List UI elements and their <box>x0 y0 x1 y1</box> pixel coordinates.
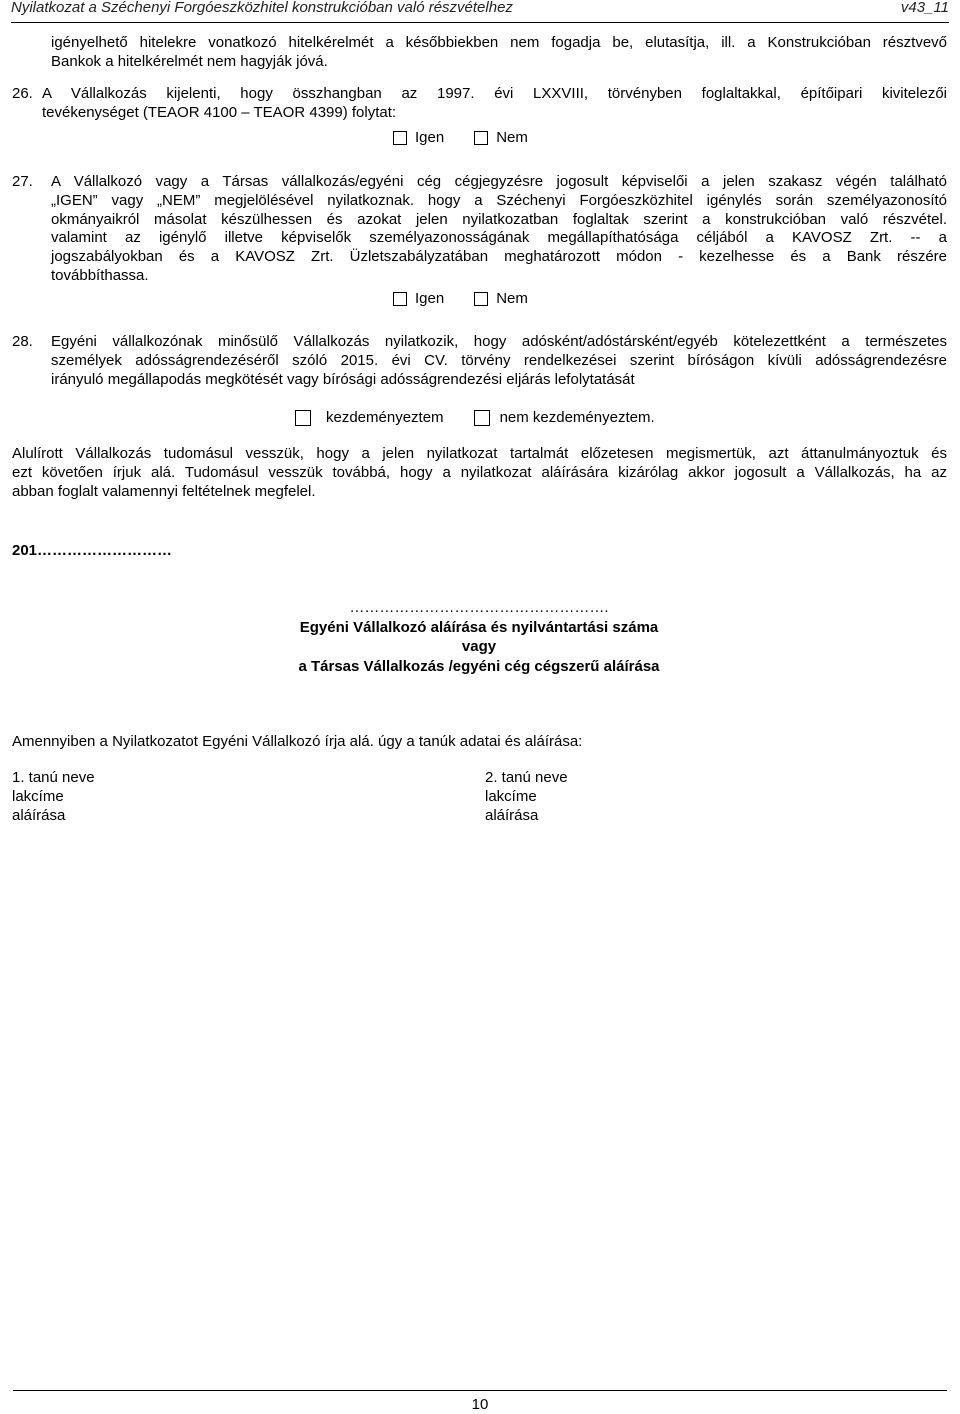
item-27-options <box>393 290 528 307</box>
witness-1-block <box>12 768 95 825</box>
page-number: 10 <box>471 1396 489 1413</box>
witness-1-name-label: 1. tanú neve <box>12 769 95 786</box>
item-26-text <box>42 85 947 123</box>
item-27-no-label: Nem <box>496 290 528 307</box>
item-26-no-label: Nem <box>496 129 528 146</box>
item-28-not-initiated-checkbox[interactable] <box>474 410 490 426</box>
continuation-line-1: igényelhető hitelekre vonatkozó hitelkérelmét a későbbiekben nem fogadja be, elutasítja, ill. a Konstrukcióban résztvevő <box>51 34 947 51</box>
page-header <box>11 0 949 23</box>
signature-block <box>279 598 679 676</box>
signature-dots: ……………………………………………. <box>349 599 609 616</box>
document-version: v43_11 <box>900 0 949 16</box>
item-26-yes-checkbox[interactable] <box>393 131 407 145</box>
witness-2-block <box>485 768 568 825</box>
declaration-paragraph <box>12 445 947 501</box>
declaration-line-1: Alulírott Vállalkozás tudomásul vesszük, hogy a jelen nyilatkozat tartalmát előzetesen megismertük, azt áttanulmányoztuk és <box>12 445 947 462</box>
item-27-no-checkbox[interactable] <box>474 292 488 306</box>
continuation-paragraph <box>51 34 947 72</box>
declaration-line-3: abban foglalt valamennyi feltételnek megfelel. <box>12 482 316 500</box>
signature-line-1: Egyéni Vállalkozó aláírása és nyilvántartási száma <box>299 618 659 636</box>
item-28-line-3: irányuló megállapodás megkötését vagy bírósági adósságrendezési eljárás lefolytatását <box>51 370 635 388</box>
item-27-text <box>51 173 947 286</box>
item-27-line-6: továbbíthassa. <box>51 266 149 284</box>
item-26-line-2: tevékenységet (TEAOR 4100 – TEAOR 4399) folytat: <box>42 103 397 121</box>
witness-1-signature-label: aláírása <box>12 807 66 824</box>
item-27-line-5: jogszabályokban és a KAVOSZ Zrt. Üzletszabályzatában meghatározott módon - kezelhesse és a Bank részére <box>51 248 947 266</box>
signature-line-3: a Társas Vállalkozás /egyéni cég cégszerű aláírása <box>298 657 660 675</box>
date-line: 201……………………… <box>12 542 173 559</box>
item-28-initiated-checkbox[interactable] <box>295 410 311 426</box>
witness-2-address-label: lakcíme <box>485 788 537 805</box>
signature-line-2: vagy <box>461 638 497 655</box>
item-27-line-4: valamint az igénylő illetve képviselők személyazonosságának megállapíthatósága céljából a KAVOSZ Zrt. -- a <box>51 229 947 247</box>
item-27-line-2: „IGEN” vagy „NEM” megjelölésével nyilatkoznak. hogy a Széchenyi Forgóeszközhitel igénylés során személyazonosító <box>51 191 947 209</box>
item-27-number: 27. <box>12 173 33 190</box>
item-27-yes-checkbox[interactable] <box>393 292 407 306</box>
item-28-options <box>295 409 655 426</box>
item-27-line-1: A Vállalkozó vagy a Társas vállalkozás/egyéni cég cégjegyzésre jogosult képviselői a jelen szakasz végén található <box>51 173 947 190</box>
item-28-initiated-label: kezdeményeztem <box>326 409 444 426</box>
item-26-options <box>393 129 528 146</box>
witness-intro: Amennyiben a Nyilatkozatot Egyéni Vállalkozó írja alá. úgy a tanúk adatai és aláírása: <box>12 733 583 750</box>
continuation-line-2: Bankok a hitelkérelmét nem hagyják jóvá. <box>51 52 328 70</box>
item-27-yes-label: Igen <box>415 290 445 307</box>
item-28-line-2: személyek adósságrendezéséről szóló 2015. évi CV. törvény rendelkezései szerint bíróságon kívüli adósságrendezésre <box>51 351 947 369</box>
item-28-not-initiated-label: nem kezdeményeztem. <box>499 409 655 426</box>
item-26-no-checkbox[interactable] <box>474 131 488 145</box>
item-27-line-3: okmányaikról másolat készülhessen és azokat jelen nyilatkozatban foglaltak szerint a konstrukcióban való részvétel. <box>51 210 947 228</box>
item-28-line-1: Egyéni vállalkozónak minősülő Vállalkozás nyilatkozik, hogy adósként/adóstársként/egyéb kötelezettként a természetes <box>51 333 947 350</box>
witness-2-name-label: 2. tanú neve <box>485 769 568 786</box>
witness-2-signature-label: aláírása <box>485 807 539 824</box>
item-28-text <box>51 333 947 389</box>
item-28-number: 28. <box>12 333 33 350</box>
footer-divider <box>13 1390 947 1391</box>
witness-1-address-label: lakcíme <box>12 788 64 805</box>
item-26-yes-label: Igen <box>415 129 445 146</box>
item-26-number: 26. <box>12 85 33 102</box>
document-title: Nyilatkozat a Széchenyi Forgóeszközhitel konstrukcióban való részvételhez <box>11 0 513 16</box>
declaration-line-2: ezt követően írjuk alá. Tudomásul vesszük továbbá, hogy a nyilatkozat aláírására kizárólag akkor jogosult a Vállalkozás, ha az <box>12 463 947 481</box>
item-26-line-1: A Vállalkozás kijelenti, hogy összhangban az 1997. évi LXXVIII, törvényben foglaltakkal, építőipari kivitelezői <box>42 85 947 102</box>
